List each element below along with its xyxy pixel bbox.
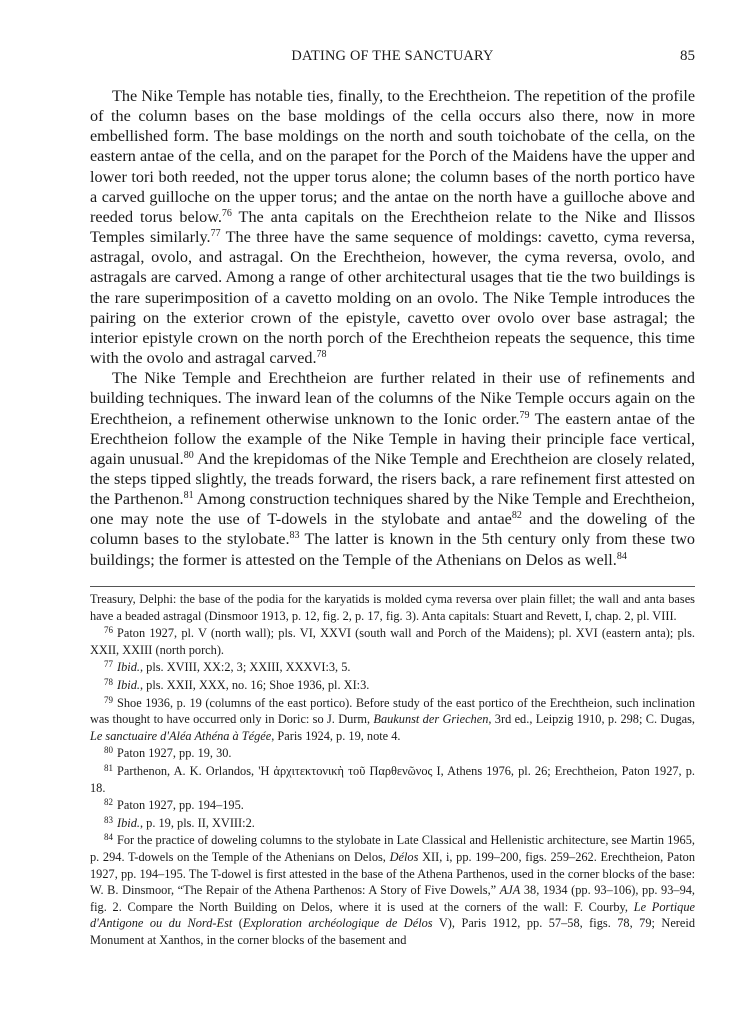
footnote-text: (: [232, 916, 243, 931]
footnote-ref-78[interactable]: 78: [316, 349, 327, 361]
footnote-italic: Ibid.: [117, 677, 140, 692]
footnote-83: [90, 815, 695, 832]
footnote-continued: [90, 591, 695, 624]
footnote-text: Shoe 1936, p. 19 (columns of the east portico). Before study of the east portico of the Erechtheion, such inclination was thought to have occurred only in Doric: so J. Durm,: [90, 695, 695, 727]
footnote-77: [90, 659, 695, 676]
text-run: The Nike Temple and Erechtheion are further related in their use of refinements and building techniques. The inward lean of the columns of the Nike Temple occurs again on the Erechtheion, a refinement otherwise unknown to the Ionic order.: [90, 369, 695, 428]
footnote-italic: Ibid.: [117, 660, 140, 675]
footnote-number: 76: [104, 625, 113, 636]
footnote-italic: Ibid.: [117, 815, 140, 830]
footnote-text: V), Paris 1912, pp. 57–58, figs. 78, 79; Nereid Monument at Xanthos, in the corner blocks of the basement and: [90, 916, 696, 947]
footnote-ref-80[interactable]: 80: [183, 449, 194, 461]
footnote-italic: AJA: [499, 883, 521, 898]
footnote-text: Paton 1927, pp. 194–195.: [117, 798, 244, 813]
footnote-ref-84[interactable]: 84: [616, 550, 627, 562]
footnote-ref-81[interactable]: 81: [183, 490, 194, 502]
main-text: [90, 86, 695, 570]
footnote-number: 80: [104, 745, 113, 756]
footnote-ref-82[interactable]: 82: [511, 510, 522, 522]
footnote-number: 77: [104, 659, 113, 670]
footnote-number: 83: [104, 814, 113, 825]
footnote-82: [90, 797, 695, 814]
footnote-text: XII, i, pp. 199–200, figs. 259–262. Erechtheion, Paton 1927, pp. 194–195. The T-dowel is first attested in the base of the Athena Parthenos, used in the corner blocks of the base: W. B. Dinsmoor, “The Repair of the Athena Parthenos: A Story of Five Dowels,”: [90, 849, 695, 898]
footnote-text: , pls. XXII, XXX, no. 16; Shoe 1936, pl. XI:3.: [139, 677, 370, 692]
footnote-italic: Exploration archéologique de Délos: [242, 916, 433, 931]
footnote-text: Treasury, Delphi: the base of the podia for the karyatids is molded cyma reversa over plain fillet; the wall and anta bases have a beaded astragal (Dinsmoor 1913, p. 12, fig. 2, p. 17, fig. 3). Anta capitals: Stuart and Revett, I, chap. 2, pl. VIII.: [90, 592, 695, 623]
text-run: Among construction techniques shared by the Nike Temple and Erechtheion, one may note the use of T-dowels in the stylobate and antae: [90, 490, 695, 529]
footnote-text: Parthenon, A. K. Orlandos, 'Η ἀρχιτεκτονικὴ τοῦ Παρθενῶνος I, Athens 1976, pl. 26; Erechtheion, Paton 1927, p. 18.: [90, 763, 695, 795]
footnote-number: 84: [104, 832, 113, 843]
text-run: The Nike Temple has notable ties, finally, to the Erechtheion. The repetition of the profile of the column bases on the base moldings of the cella occurs also there, now in more embellished form. The base moldings on the north and south toichobate of the cella, on the eastern antae of the cella, and on the parapet for the Porch of the Maidens have the upper and lower tori both reeded, not the upper torus alone; the column bases of the north portico have a carved guilloche on the upper torus; and the antae on the north have a guilloche above and reeded torus below.: [90, 87, 695, 226]
footnote-78: [90, 677, 695, 694]
footnote-80: [90, 745, 695, 762]
body-paragraph-1: [90, 86, 695, 368]
text-run: The latter is known in the 5th century only from these two buildings; the former is attested on the Temple of the Athenians on Delos as well.: [90, 530, 695, 569]
footnote-italic: Délos: [389, 849, 419, 864]
footnote-text: , 3rd ed., Leipzig 1910, p. 298; C. Dugas,: [488, 712, 695, 727]
footnote-text: , Paris 1924, p. 19, note 4.: [271, 728, 401, 743]
footnote-79: [90, 695, 695, 745]
footnote-number: 78: [104, 676, 113, 687]
text-run: The three have the same sequence of moldings: cavetto, cyma reversa, astragal, ovolo, and astragal. On the Erechtheion, however, the cyma reversa, ovolo, and astragals are carved. Among a range of other architectural usages that tie the two buildings is the rare superimposition of a cavetto molding on an ovolo. The Nike Temple introduces the pairing on the exterior crown of the epistyle, cavetto over ovolo over base astragal; the interior epistyle crown on the north porch of the Erechtheion repeats the sequence, this time with the ovolo and astragal carved.: [90, 228, 695, 368]
footnote-number: 82: [104, 797, 113, 808]
footnote-number: 79: [104, 694, 113, 705]
text-run: The eastern antae of the Erechtheion follow the example of the Nike Temple in having their principle face vertical, again unusual.: [90, 409, 695, 468]
footnote-italic: Le sanctuaire d'Aléa Athéna à Tégée: [90, 728, 272, 743]
page-header: [90, 48, 695, 68]
footnote-ref-79[interactable]: 79: [519, 409, 530, 421]
body-paragraph-2: [90, 368, 695, 570]
footnote-text: , pls. XVIII, XX:2, 3; XXIII, XXXVI:3, 5.: [139, 660, 351, 675]
text-run: and the doweling of the column bases to the stylobate.: [90, 510, 695, 549]
footnote-text: Paton 1927, pp. 19, 30.: [117, 746, 232, 761]
text-run: And the krepidomas of the Nike Temple and Erechtheion are closely related, the steps tipped slightly, the treads forward, the risers back, a rare refinement first attested on the Parthenon.: [90, 449, 695, 509]
footnote-italic: Le Portique d'Antigone ou du Nord-Est: [90, 899, 695, 931]
footnote-number: 81: [104, 762, 113, 773]
footnote-84: [90, 832, 695, 948]
running-head: DATING OF THE SANCTUARY: [291, 48, 494, 64]
footnote-text: , p. 19, pls. II, XVIII:2.: [139, 815, 255, 830]
page-number: 85: [680, 48, 695, 64]
footnote-text: For the practice of doweling columns to the stylobate in Late Classical and Hellenistic architecture, see Martin 1965, p. 294. T-dowels on the Temple of the Athenians on Delos,: [90, 833, 695, 864]
footnotes: [90, 591, 695, 949]
footnote-ref-77[interactable]: 77: [210, 228, 221, 240]
footnote-ref-83[interactable]: 83: [289, 530, 300, 542]
footnote-text: 38, 1934 (pp. 93–106), pp. 93–94, fig. 2. Compare the North Building on Delos, where it is used at the corners of the wall: F. Courby,: [90, 883, 695, 914]
text-run: The anta capitals on the Erechtheion relate to the Nike and Ilissos Temples similarly.: [90, 207, 696, 247]
footnote-text: Paton 1927, pl. V (north wall); pls. VI, XXVI (south wall and Porch of the Maidens); pl. XVI (eastern anta); pls. XXII, XXIII (north porch).: [90, 626, 695, 657]
footnote-81: [90, 763, 695, 796]
footnote-ref-76[interactable]: 76: [221, 207, 232, 219]
footnote-italic: Baukunst der Griechen: [373, 712, 489, 727]
footnote-76: [90, 625, 695, 658]
footnote-divider: [90, 586, 695, 587]
